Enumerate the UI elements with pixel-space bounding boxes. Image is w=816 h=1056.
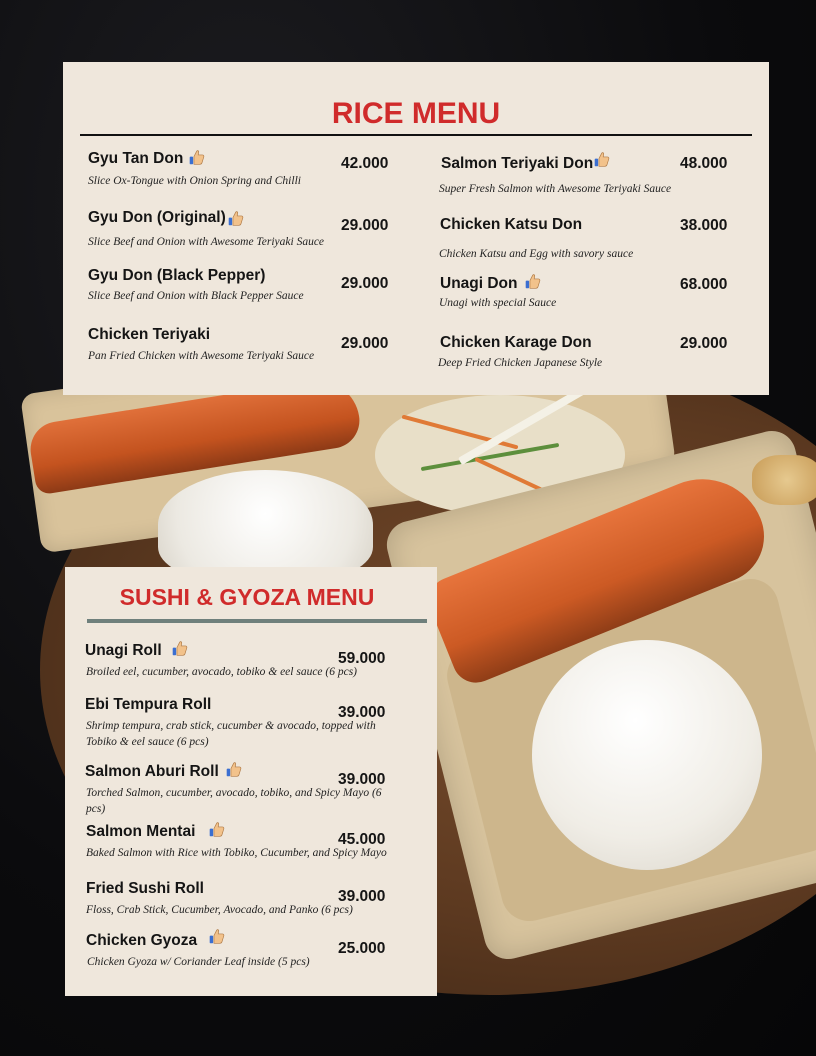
item-description: Baked Salmon with Rice with Tobiko, Cucumber, and Spicy Mayo <box>86 847 387 859</box>
item-price: 29.000 <box>341 217 389 234</box>
item-price: 29.000 <box>680 335 728 352</box>
item-name: Salmon Mentai <box>86 823 196 840</box>
item-name: Ebi Tempura Roll <box>85 696 212 713</box>
thumbs-up-icon <box>227 210 244 227</box>
item-price: 39.000 <box>338 704 386 721</box>
item-price: 39.000 <box>338 771 386 788</box>
thumbs-up-icon <box>188 149 205 166</box>
thumbs-up-icon <box>171 640 188 657</box>
item-description: Pan Fried Chicken with Awesome Teriyaki Sauce <box>88 350 315 362</box>
item-description: Torched Salmon, cucumber, avocado, tobiko, and Spicy Mayo (6 pcs) <box>86 787 382 815</box>
thumbs-up-icon <box>593 151 610 168</box>
rice-menu-panel <box>63 62 769 395</box>
item-price: 59.000 <box>338 650 386 667</box>
item-name: Chicken Katsu Don <box>440 216 583 233</box>
garlic-chips <box>752 455 816 505</box>
item-description: Slice Ox-Tongue with Onion Spring and Chilli <box>88 175 301 187</box>
item-description: Slice Beef and Onion with Black Pepper Sauce <box>88 290 304 302</box>
item-description: Chicken Katsu and Egg with savory sauce <box>439 248 634 260</box>
thumbs-up-icon <box>225 761 242 778</box>
item-description: Deep Fried Chicken Japanese Style <box>438 357 603 369</box>
item-price: 42.000 <box>341 155 389 172</box>
item-description: Slice Beef and Onion with Awesome Teriyaki Sauce <box>88 236 325 248</box>
item-name: Gyu Tan Don <box>88 150 184 167</box>
item-name: Unagi Don <box>440 275 518 292</box>
item-price: 25.000 <box>338 940 386 957</box>
item-name: Chicken Teriyaki <box>88 326 211 343</box>
thumbs-up-icon <box>524 273 541 290</box>
item-name: Fried Sushi Roll <box>86 880 204 897</box>
item-description: Floss, Crab Stick, Cucumber, Avocado, and Panko (6 pcs) <box>86 904 353 916</box>
rice-mound <box>532 640 762 870</box>
item-name: Gyu Don (Black Pepper) <box>88 267 266 284</box>
item-price: 68.000 <box>680 276 728 293</box>
rice-menu-divider <box>80 134 752 136</box>
item-name: Salmon Aburi Roll <box>85 763 219 780</box>
item-name: Chicken Gyoza <box>86 932 198 949</box>
rice-menu-title: RICE MENU <box>331 97 501 130</box>
item-description: Broiled eel, cucumber, avocado, tobiko & eel sauce (6 pcs) <box>86 666 358 678</box>
item-description: Super Fresh Salmon with Awesome Teriyaki Sauce <box>439 183 672 195</box>
item-price: 29.000 <box>341 335 389 352</box>
thumbs-up-icon <box>208 821 225 838</box>
item-price: 29.000 <box>341 275 389 292</box>
rice-mound <box>158 470 373 580</box>
item-price: 45.000 <box>338 831 386 848</box>
item-description: Chicken Gyoza w/ Coriander Leaf inside (5 pcs) <box>87 956 310 968</box>
item-description: Unagi with special Sauce <box>439 297 557 309</box>
thumbs-up-icon <box>208 928 225 945</box>
sushi-gyoza-menu-panel <box>65 567 437 996</box>
item-description: Shrimp tempura, crab stick, cucumber & avocado, topped with Tobiko & eel sauce (6 pcs) <box>86 720 376 748</box>
item-price: 39.000 <box>338 888 386 905</box>
item-name: Gyu Don (Original) <box>88 209 226 226</box>
item-price: 48.000 <box>680 155 728 172</box>
sushi-menu-title: SUSHI & GYOZA MENU <box>119 584 375 610</box>
item-price: 38.000 <box>680 217 728 234</box>
item-name: Salmon Teriyaki Don <box>441 155 594 172</box>
sushi-menu-divider <box>87 619 427 623</box>
item-name: Chicken Karage Don <box>440 334 592 351</box>
item-name: Unagi Roll <box>85 642 162 659</box>
